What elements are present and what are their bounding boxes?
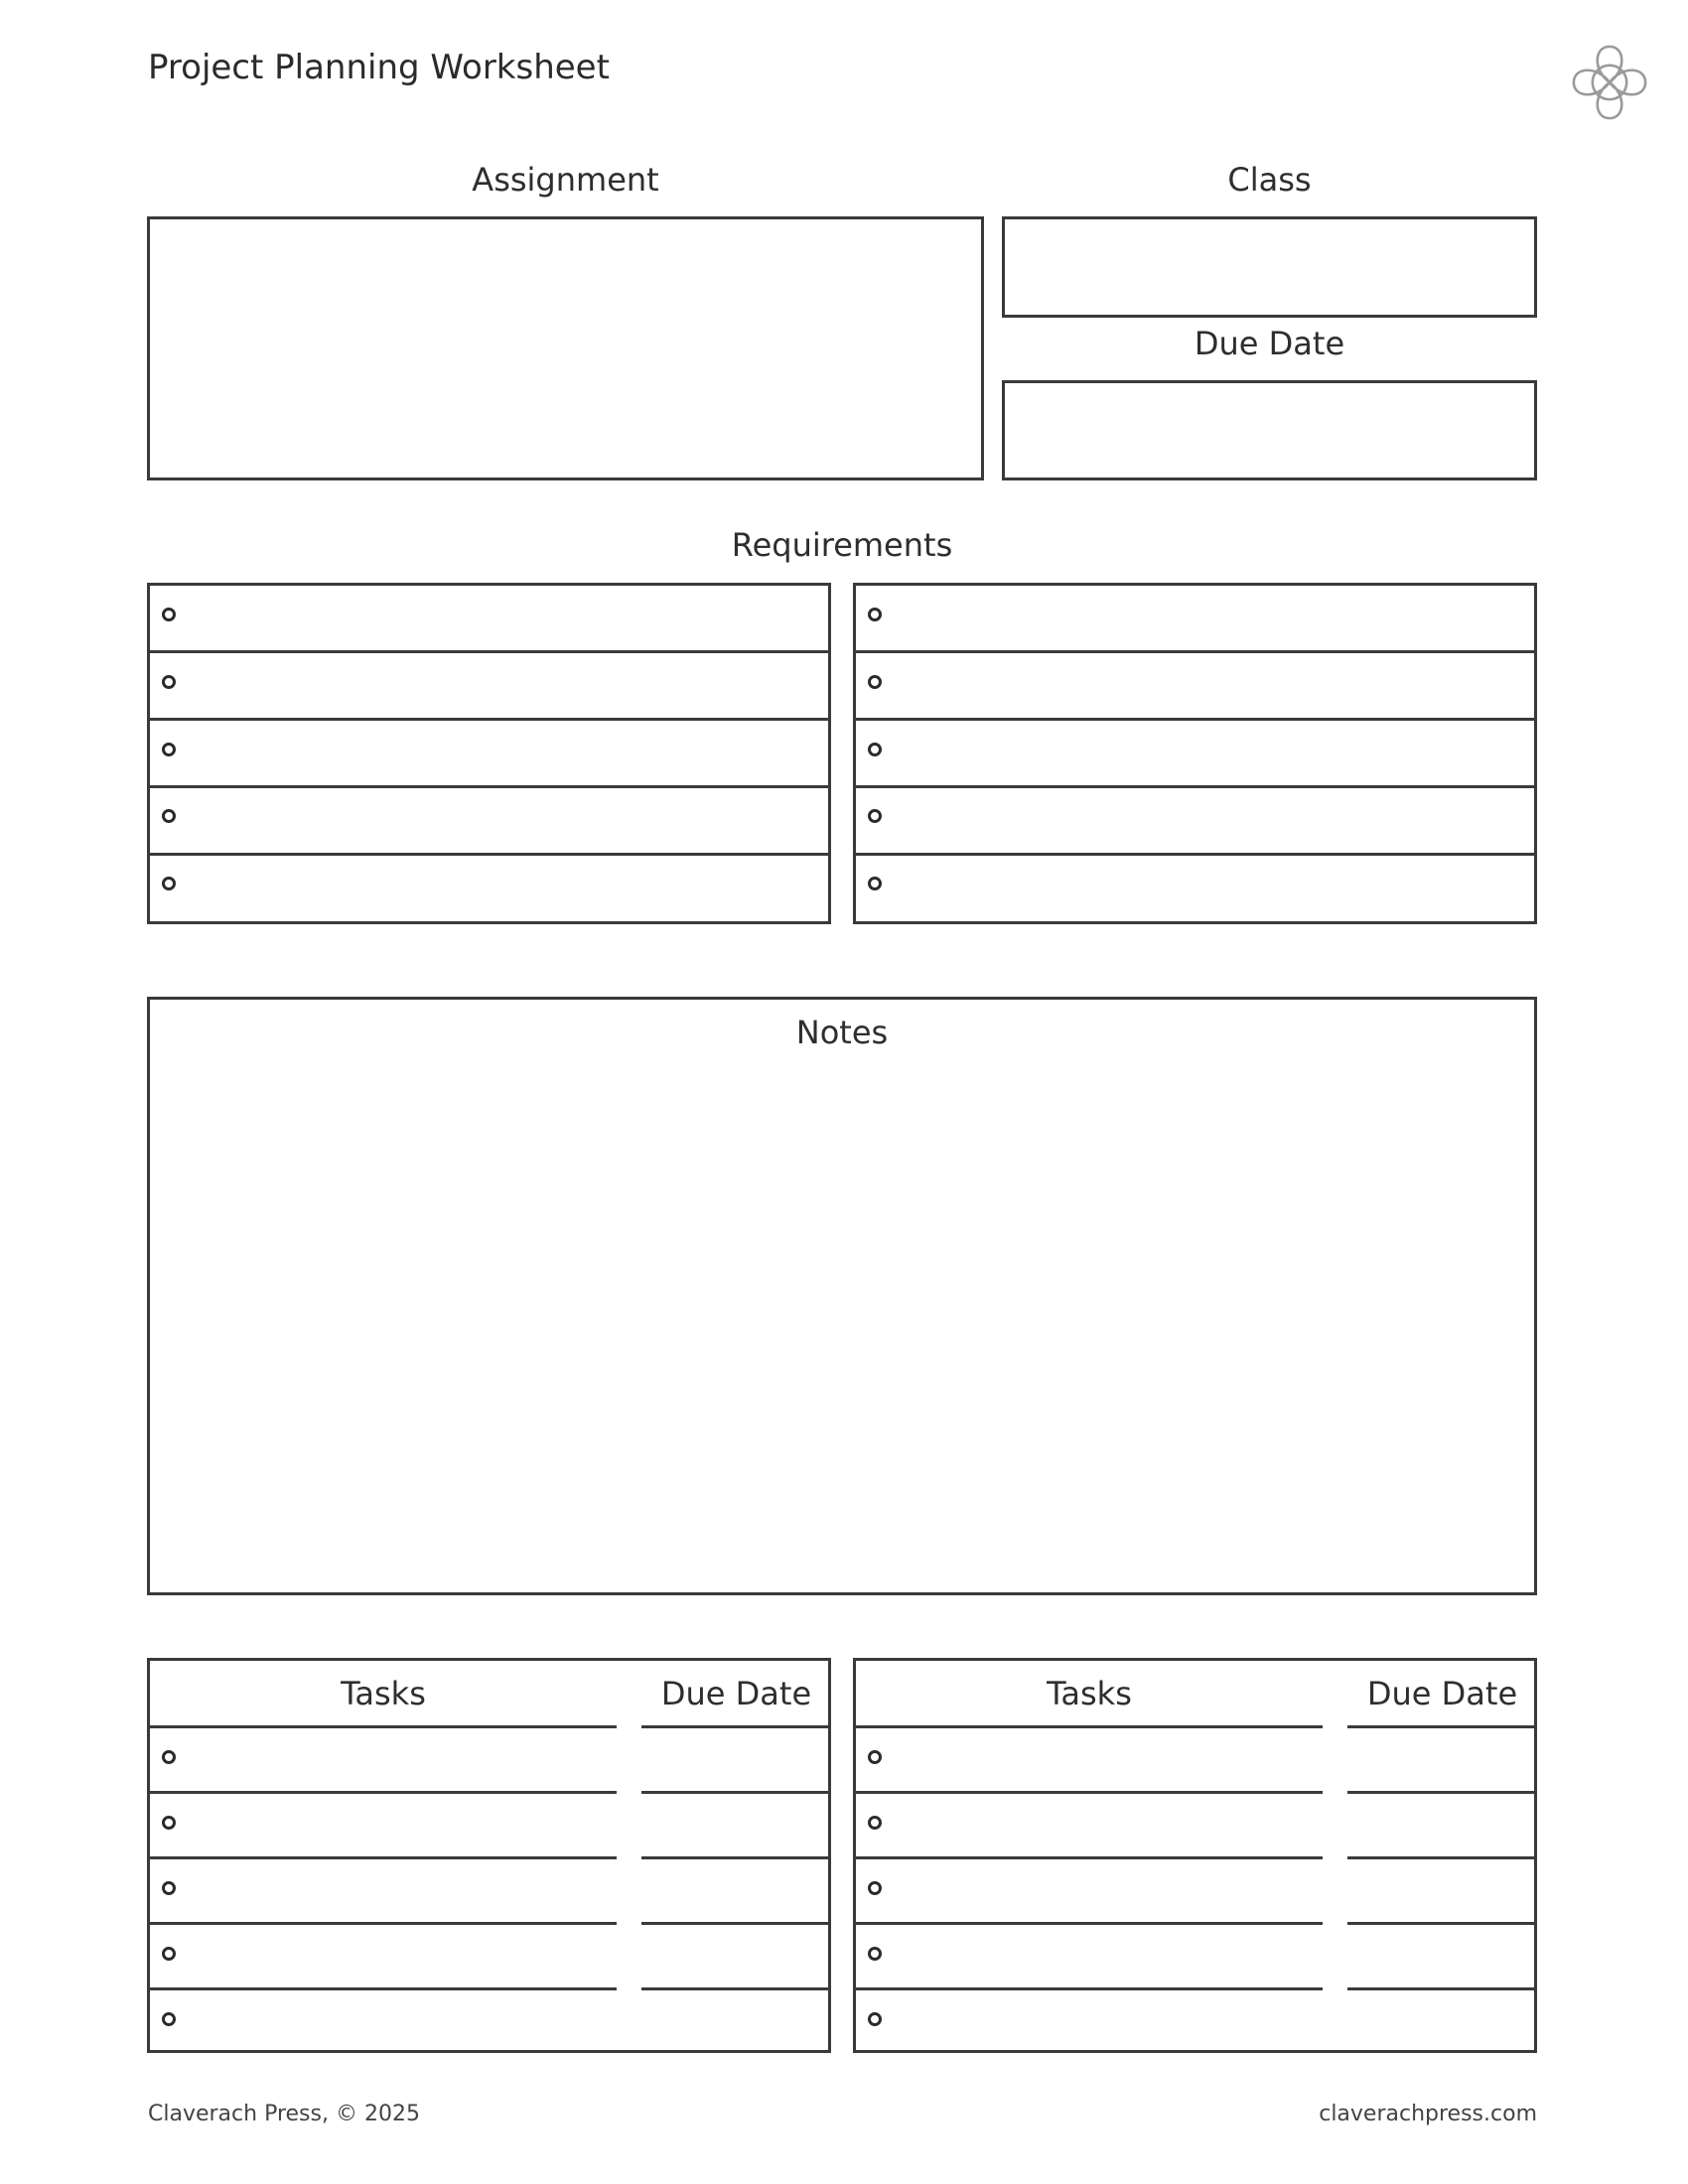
page-title: Project Planning Worksheet xyxy=(148,48,610,87)
tasks-header: Tasks xyxy=(1047,1675,1132,1712)
task-checkbox[interactable] xyxy=(868,1947,882,1961)
requirement-checkbox[interactable] xyxy=(868,809,882,823)
row-divider xyxy=(856,1922,1323,1925)
row-divider xyxy=(150,1987,617,1990)
task-due-date-header: Due Date xyxy=(1366,1675,1518,1712)
row-divider xyxy=(150,718,828,721)
requirement-checkbox[interactable] xyxy=(868,877,882,890)
row-divider xyxy=(150,785,828,788)
row-divider xyxy=(1347,1922,1534,1925)
task-checkbox[interactable] xyxy=(162,1881,176,1895)
requirement-checkbox[interactable] xyxy=(868,608,882,621)
notes-field[interactable] xyxy=(147,997,1537,1595)
class-field[interactable] xyxy=(1002,216,1537,318)
task-checkbox[interactable] xyxy=(868,1816,882,1830)
requirement-checkbox[interactable] xyxy=(162,877,176,890)
tasks-right-table xyxy=(853,1658,1537,2053)
task-checkbox[interactable] xyxy=(868,1881,882,1895)
row-divider xyxy=(856,1856,1323,1859)
task-checkbox[interactable] xyxy=(868,1750,882,1764)
assignment-label: Assignment xyxy=(472,161,659,199)
row-divider xyxy=(150,650,828,653)
requirement-checkbox[interactable] xyxy=(868,743,882,756)
footer-copyright: Claverach Press, © 2025 xyxy=(148,2102,420,2126)
task-due-date-header: Due Date xyxy=(660,1675,812,1712)
row-divider xyxy=(856,853,1534,856)
notes-label: Notes xyxy=(795,1014,889,1051)
row-divider xyxy=(856,718,1534,721)
row-divider xyxy=(856,1987,1323,1990)
due-date-field[interactable] xyxy=(1002,380,1537,480)
due-date-label: Due Date xyxy=(1194,325,1345,362)
row-divider xyxy=(1347,1791,1534,1794)
row-divider xyxy=(641,1791,828,1794)
tasks-left-table xyxy=(147,1658,831,2053)
task-checkbox[interactable] xyxy=(162,1816,176,1830)
class-label: Class xyxy=(1227,161,1312,199)
requirement-checkbox[interactable] xyxy=(162,809,176,823)
row-divider xyxy=(856,785,1534,788)
task-checkbox[interactable] xyxy=(162,1947,176,1961)
flower-logo-icon xyxy=(1567,40,1652,125)
task-checkbox[interactable] xyxy=(162,1750,176,1764)
requirements-left-list xyxy=(147,583,831,924)
requirements-right-list xyxy=(853,583,1537,924)
row-divider xyxy=(150,1791,617,1794)
assignment-field[interactable] xyxy=(147,216,984,480)
row-divider xyxy=(856,650,1534,653)
row-divider xyxy=(641,1725,828,1728)
row-divider xyxy=(641,1856,828,1859)
requirement-checkbox[interactable] xyxy=(162,675,176,689)
requirement-checkbox[interactable] xyxy=(868,675,882,689)
row-divider xyxy=(1347,1987,1534,1990)
row-divider xyxy=(641,1987,828,1990)
row-divider xyxy=(1347,1725,1534,1728)
task-checkbox[interactable] xyxy=(868,2012,882,2026)
row-divider xyxy=(641,1922,828,1925)
requirements-label: Requirements xyxy=(731,526,953,564)
requirement-checkbox[interactable] xyxy=(162,743,176,756)
task-checkbox[interactable] xyxy=(162,2012,176,2026)
row-divider xyxy=(1347,1856,1534,1859)
row-divider xyxy=(150,1725,617,1728)
row-divider xyxy=(150,1922,617,1925)
row-divider xyxy=(150,853,828,856)
row-divider xyxy=(856,1725,1323,1728)
row-divider xyxy=(150,1856,617,1859)
requirement-checkbox[interactable] xyxy=(162,608,176,621)
footer-website: claverachpress.com xyxy=(1319,2102,1537,2126)
row-divider xyxy=(856,1791,1323,1794)
tasks-header: Tasks xyxy=(341,1675,426,1712)
